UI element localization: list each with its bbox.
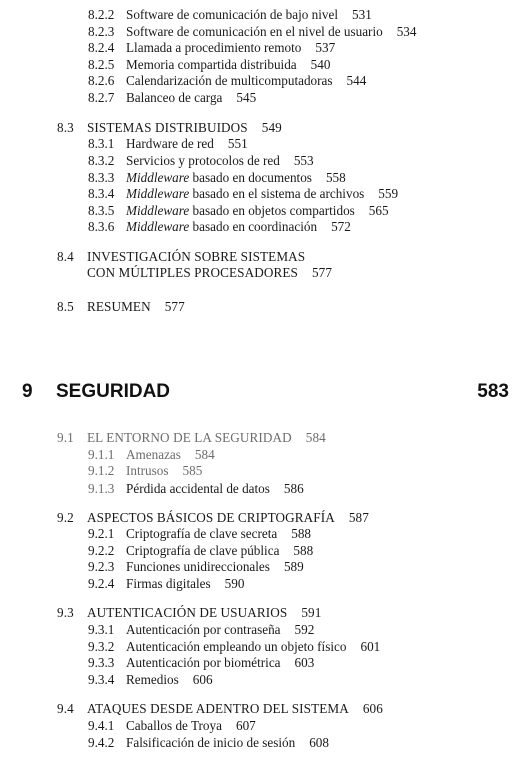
entry-title-italic: Middleware [126, 219, 190, 234]
entry-title: Memoria compartida distribuida [126, 57, 297, 72]
toc-entry [88, 639, 380, 655]
entry-number: 8.2.7 [88, 90, 115, 105]
section-number: 9.4 [57, 701, 74, 716]
toc-entry [88, 559, 304, 575]
entry-title: basado en el sistema de archivos [192, 186, 365, 201]
entry-title: Criptografía de clave pública [126, 543, 280, 558]
entry-number: 9.3.1 [88, 622, 115, 637]
toc-entry [88, 718, 256, 734]
section-title: RESUMEN [87, 299, 151, 314]
toc-entry [88, 655, 314, 671]
entry-title: Funciones unidireccionales [126, 559, 270, 574]
entry-number: 9.4.2 [88, 735, 115, 750]
entry-page: 606 [192, 672, 213, 687]
entry-title: Hardware de red [126, 136, 214, 151]
entry-number: 8.2.2 [88, 7, 115, 22]
toc-section-heading [57, 249, 305, 265]
toc-entry [88, 7, 372, 23]
entry-page: 540 [310, 57, 331, 72]
entry-title: Firmas digitales [126, 576, 211, 591]
entry-title: Amenazas [126, 447, 181, 462]
section-title-line1: INVESTIGACIÓN SOBRE SISTEMAS [87, 249, 306, 264]
entry-number: 8.2.6 [88, 73, 115, 88]
entry-title-italic: Middleware [126, 203, 190, 218]
entry-page: 588 [291, 526, 311, 541]
entry-number: 9.2.3 [88, 559, 115, 574]
entry-title: Balanceo de carga [126, 90, 223, 105]
entry-number: 8.3.6 [88, 219, 115, 234]
section-title: ASPECTOS BÁSICOS DE CRIPTOGRAFÍA [87, 510, 335, 525]
section-number: 9.1 [57, 430, 74, 445]
toc-entry [88, 170, 346, 186]
entry-title: Falsificación de inicio de sesión [126, 735, 296, 750]
toc-entry [88, 481, 304, 497]
section-title: ATAQUES DESDE ADENTRO DEL SISTEMA [87, 701, 349, 716]
entry-title-italic: Middleware [126, 170, 190, 185]
section-page: 577 [164, 299, 185, 314]
section-number: 8.4 [57, 249, 74, 264]
entry-page: 586 [283, 481, 304, 496]
entry-number: 9.1.3 [88, 481, 115, 496]
toc-section-heading [57, 299, 185, 315]
toc-entry [88, 447, 215, 463]
chapter-number: 9 [22, 381, 33, 402]
toc-entry [88, 219, 351, 235]
entry-page: 545 [236, 90, 257, 105]
entry-number: 8.3.1 [88, 136, 115, 151]
entry-page: 551 [227, 136, 248, 151]
entry-number: 8.2.5 [88, 57, 115, 72]
entry-number: 9.1.1 [88, 447, 115, 462]
entry-number: 9.3.4 [88, 672, 115, 687]
entry-number: 8.2.3 [88, 24, 115, 39]
entry-number: 9.2.1 [88, 526, 115, 541]
entry-page: 534 [396, 24, 417, 39]
section-number: 8.3 [57, 120, 74, 135]
entry-number: 8.3.3 [88, 170, 115, 185]
entry-page: 608 [309, 735, 329, 750]
entry-page: 607 [235, 718, 256, 733]
toc-entry [88, 735, 329, 751]
toc-entry [88, 576, 244, 592]
entry-page: 565 [368, 203, 389, 218]
entry-page: 592 [294, 622, 315, 637]
entry-number: 9.1.2 [88, 463, 115, 478]
entry-number: 9.3.2 [88, 639, 115, 654]
chapter-heading [22, 381, 509, 405]
entry-page: 553 [293, 153, 314, 168]
toc-section-heading [57, 605, 321, 621]
entry-number: 9.2.2 [88, 543, 115, 558]
entry-page: 601 [360, 639, 381, 654]
entry-title: Intrusos [126, 463, 169, 478]
entry-number: 9.4.1 [88, 718, 115, 733]
toc-entry [88, 203, 389, 219]
entry-title: Software de comunicación de bajo nivel [126, 7, 339, 22]
toc-entry [88, 463, 202, 479]
chapter-title: SEGURIDAD [56, 381, 171, 402]
section-number: 9.2 [57, 510, 74, 525]
section-page: 587 [348, 510, 369, 525]
toc-entry [88, 40, 335, 56]
section-title: AUTENTICACIÓN DE USUARIOS [87, 605, 288, 620]
entry-page: 590 [224, 576, 245, 591]
section-page: 606 [362, 701, 383, 716]
entry-number: 8.3.5 [88, 203, 115, 218]
toc-entry [88, 57, 330, 73]
entry-page: 537 [315, 40, 336, 55]
entry-title: basado en objetos compartidos [192, 203, 355, 218]
toc-entry [88, 622, 314, 638]
entry-title: Autenticación por contraseña [126, 622, 281, 637]
section-page: 577 [311, 265, 333, 280]
section-title-line2: CON MÚLTIPLES PROCESADORES [87, 265, 298, 280]
entry-title: Autenticación por biométrica [126, 655, 281, 670]
toc-entry [88, 136, 248, 152]
entry-title: Remedios [126, 672, 179, 687]
entry-page: 588 [293, 543, 314, 558]
entry-title: Criptografía de clave secreta [126, 526, 278, 541]
section-title: EL ENTORNO DE LA SEGURIDAD [87, 430, 292, 445]
entry-page: 559 [378, 186, 399, 201]
entry-page: 603 [294, 655, 315, 670]
section-page: 584 [305, 430, 326, 445]
entry-title: Autenticación empleando un objeto físico [126, 639, 347, 654]
section-number: 8.5 [57, 299, 74, 314]
entry-number: 9.2.4 [88, 576, 115, 591]
toc-entry [88, 186, 398, 202]
toc-entry [88, 153, 314, 169]
toc-entry [88, 90, 256, 106]
toc-section-heading [57, 510, 369, 526]
entry-title: Llamada a procedimiento remoto [126, 40, 302, 55]
entry-number: 8.3.4 [88, 186, 115, 201]
section-title: SISTEMAS DISTRIBUIDOS [87, 120, 248, 135]
toc-entry [88, 672, 213, 688]
entry-title: Calendarización de multicomputadoras [126, 73, 333, 88]
entry-page: 558 [325, 170, 346, 185]
toc-entry [88, 543, 313, 559]
entry-number: 8.2.4 [88, 40, 115, 55]
entry-title: basado en coordinación [192, 219, 318, 234]
entry-page: 544 [346, 73, 367, 88]
entry-title: Software de comunicación en el nivel de usuario [126, 24, 383, 39]
toc-section-heading [57, 430, 326, 446]
toc-entry [88, 24, 416, 40]
entry-page: 531 [352, 7, 372, 22]
entry-page: 585 [182, 463, 203, 478]
toc-section-heading [57, 120, 282, 136]
section-page: 549 [261, 120, 282, 135]
entry-title: Caballos de Troya [126, 718, 222, 733]
toc-section-heading-cont [87, 265, 332, 281]
chapter-page: 583 [477, 381, 509, 402]
section-number: 9.3 [57, 605, 74, 620]
toc-section-heading [57, 701, 383, 717]
toc-entry [88, 73, 366, 89]
entry-title: basado en documentos [192, 170, 312, 185]
entry-page: 589 [283, 559, 304, 574]
entry-number: 8.3.2 [88, 153, 115, 168]
entry-title: Servicios y protocolos de red [126, 153, 280, 168]
entry-title: Pérdida accidental de datos [126, 481, 270, 496]
entry-page: 572 [331, 219, 351, 234]
toc-entry [88, 526, 311, 542]
entry-page: 584 [194, 447, 215, 462]
section-page: 591 [301, 605, 322, 620]
entry-title-italic: Middleware [126, 186, 190, 201]
entry-number: 9.3.3 [88, 655, 115, 670]
